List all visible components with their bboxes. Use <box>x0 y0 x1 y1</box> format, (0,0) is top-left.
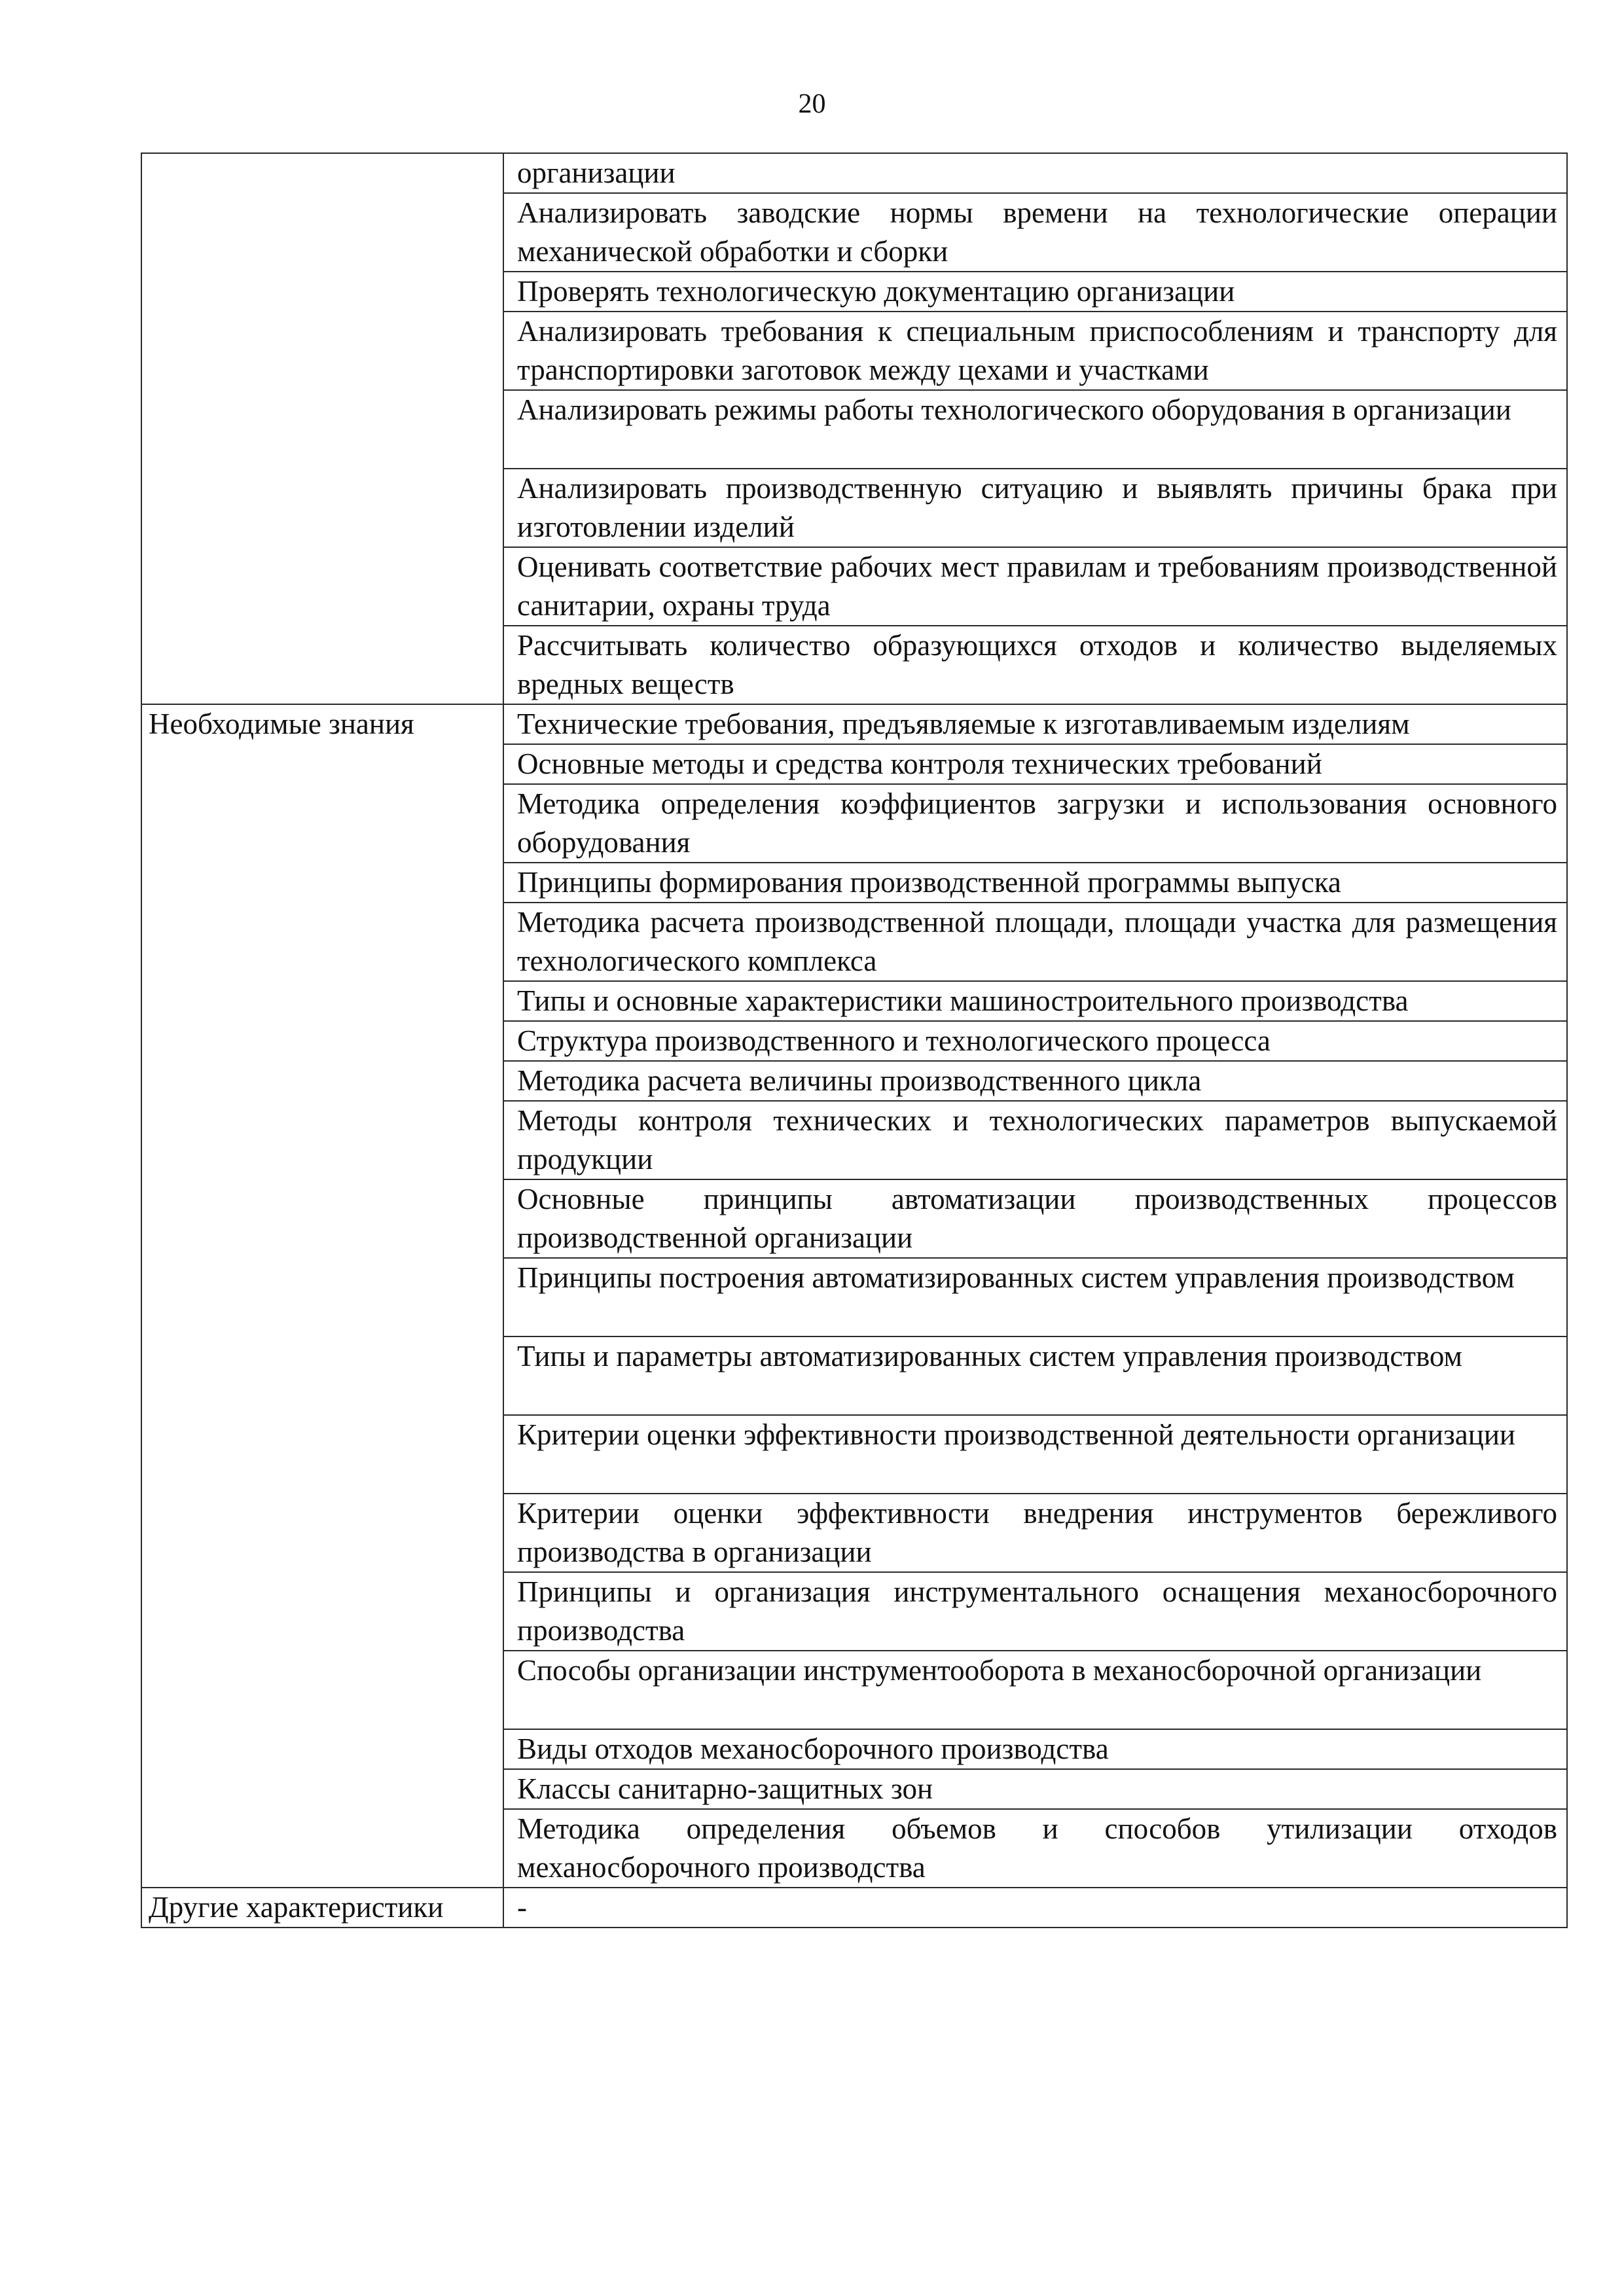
skills-continued-item: Оценивать соответствие рабочих мест правилам и требованиям производственной санитарии, охраны труда <box>503 547 1567 626</box>
skills-continued-item: Рассчитывать количество образующихся отходов и количество выделяемых вредных веществ <box>503 626 1567 704</box>
skills-continued-item: организации <box>503 153 1567 193</box>
required-knowledge-item: Критерии оценки эффективности внедрения инструментов бережливого производства в организации <box>503 1494 1567 1572</box>
required-knowledge-item: Классы санитарно-защитных зон <box>503 1769 1567 1809</box>
required-knowledge-item: Принципы построения автоматизированных систем управления производством <box>503 1258 1567 1336</box>
skills-continued-item: Анализировать требования к специальным приспособлениям и транспорту для транспортировки заготовок между цехами и участками <box>503 312 1567 390</box>
other-characteristics-value: - <box>503 1888 1567 1928</box>
required-knowledge-item: Технические требования, предъявляемые к изготавливаемым изделиям <box>503 704 1567 744</box>
required-knowledge-item: Типы и параметры автоматизированных систем управления производством <box>503 1336 1567 1415</box>
requirements-table <box>141 152 1568 1928</box>
table-row <box>141 153 1567 193</box>
skills-continued-item: Анализировать заводские нормы времени на технологические операции механической обработки и сборки <box>503 193 1567 272</box>
required-knowledge-item: Типы и основные характеристики машиностроительного производства <box>503 981 1567 1021</box>
skills-continued-item: Анализировать режимы работы технологического оборудования в организации <box>503 390 1567 469</box>
required-knowledge-item: Методика расчета производственной площади, площади участка для размещения технологического комплекса <box>503 903 1567 981</box>
table-row <box>141 1888 1567 1928</box>
required-knowledge-item: Структура производственного и технологического процесса <box>503 1021 1567 1061</box>
required-knowledge-label: Необходимые знания <box>141 704 503 1888</box>
required-knowledge-item: Методика определения коэффициентов загрузки и использования основного оборудования <box>503 784 1567 863</box>
skills-continued-item: Анализировать производственную ситуацию и выявлять причины брака при изготовлении изделий <box>503 469 1567 547</box>
skills-continued-item: Проверять технологическую документацию организации <box>503 272 1567 312</box>
required-knowledge-item: Виды отходов механосборочного производства <box>503 1729 1567 1769</box>
required-knowledge-item: Способы организации инструментооборота в механосборочной организации <box>503 1651 1567 1729</box>
skills-continued-label <box>141 153 503 704</box>
required-knowledge-item: Принципы и организация инструментального оснащения механосборочного производства <box>503 1572 1567 1651</box>
required-knowledge-item: Методика расчета величины производственного цикла <box>503 1061 1567 1101</box>
required-knowledge-item: Основные методы и средства контроля технических требований <box>503 744 1567 784</box>
table-row <box>141 704 1567 744</box>
required-knowledge-item: Основные принципы автоматизации производственных процессов производственной организации <box>503 1179 1567 1258</box>
other-characteristics-label: Другие характеристики <box>141 1888 503 1928</box>
page-number: 20 <box>798 89 826 119</box>
table-body <box>141 153 1567 1928</box>
required-knowledge-item: Принципы формирования производственной программы выпуска <box>503 863 1567 903</box>
required-knowledge-item: Методы контроля технических и технологических параметров выпускаемой продукции <box>503 1101 1567 1179</box>
required-knowledge-item: Критерии оценки эффективности производственной деятельности организации <box>503 1415 1567 1494</box>
required-knowledge-item: Методика определения объемов и способов утилизации отходов механосборочного производства <box>503 1809 1567 1888</box>
